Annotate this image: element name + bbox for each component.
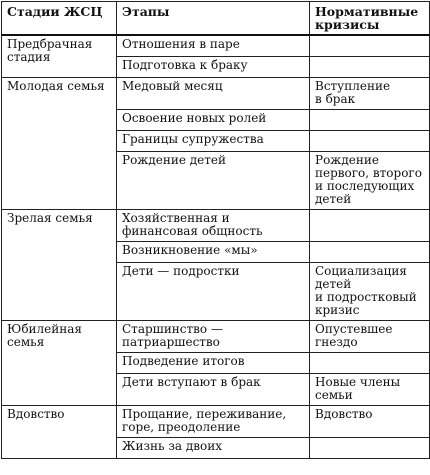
crisis-cell bbox=[310, 57, 430, 78]
stage-cell: Предбрачная стадия bbox=[2, 35, 117, 78]
table-row bbox=[2, 35, 430, 57]
phase-cell: Дети вступают в брак bbox=[117, 374, 310, 406]
crisis-cell bbox=[310, 131, 430, 152]
crisis-cell bbox=[310, 210, 430, 242]
phase-cell: Старшинство — патриаршество bbox=[117, 321, 310, 353]
table-row bbox=[2, 210, 430, 242]
header-crises: Нормативные кризисы bbox=[310, 2, 430, 36]
crisis-cell bbox=[310, 353, 430, 374]
phase-cell: Подведение итогов bbox=[117, 353, 310, 374]
phase-cell: Прощание, переживание, горе, преодоление bbox=[117, 406, 310, 438]
header-row bbox=[2, 2, 430, 36]
crisis-cell: Рождение первого, второго и последующих детей bbox=[310, 152, 430, 210]
crisis-cell bbox=[310, 35, 430, 57]
crisis-cell bbox=[310, 438, 430, 459]
phase-cell: Границы супружества bbox=[117, 131, 310, 152]
phase-cell: Подготовка к браку bbox=[117, 57, 310, 78]
table-row bbox=[2, 406, 430, 438]
phase-cell: Освоение новых ролей bbox=[117, 110, 310, 131]
crisis-cell: Социализация детей и подростковый кризис bbox=[310, 263, 430, 321]
phase-cell: Хозяйственная и финансовая общность bbox=[117, 210, 310, 242]
phase-cell: Отношения в паре bbox=[117, 35, 310, 57]
family-life-cycle-table bbox=[1, 1, 430, 459]
crisis-cell: Вдовство bbox=[310, 406, 430, 438]
phase-cell: Рождение детей bbox=[117, 152, 310, 210]
crisis-cell: Опустевшее гнездо bbox=[310, 321, 430, 353]
stage-cell: Молодая семья bbox=[2, 78, 117, 210]
phase-cell: Возникновение «мы» bbox=[117, 242, 310, 263]
crisis-cell: Новые члены семьи bbox=[310, 374, 430, 406]
phase-cell: Медовый месяц bbox=[117, 78, 310, 110]
crisis-cell bbox=[310, 242, 430, 263]
crisis-cell: Вступление в брак bbox=[310, 78, 430, 110]
header-phases: Этапы bbox=[117, 2, 310, 36]
table-row bbox=[2, 78, 430, 110]
stage-cell: Юбилейная семья bbox=[2, 321, 117, 406]
stage-cell: Зрелая семья bbox=[2, 210, 117, 321]
table-row bbox=[2, 321, 430, 353]
phase-cell: Дети — подростки bbox=[117, 263, 310, 321]
table-body bbox=[2, 35, 430, 459]
crisis-cell bbox=[310, 110, 430, 131]
phase-cell: Жизнь за двоих bbox=[117, 438, 310, 459]
header-stage: Стадии ЖСЦ bbox=[2, 2, 117, 36]
stage-cell: Вдовство bbox=[2, 406, 117, 459]
